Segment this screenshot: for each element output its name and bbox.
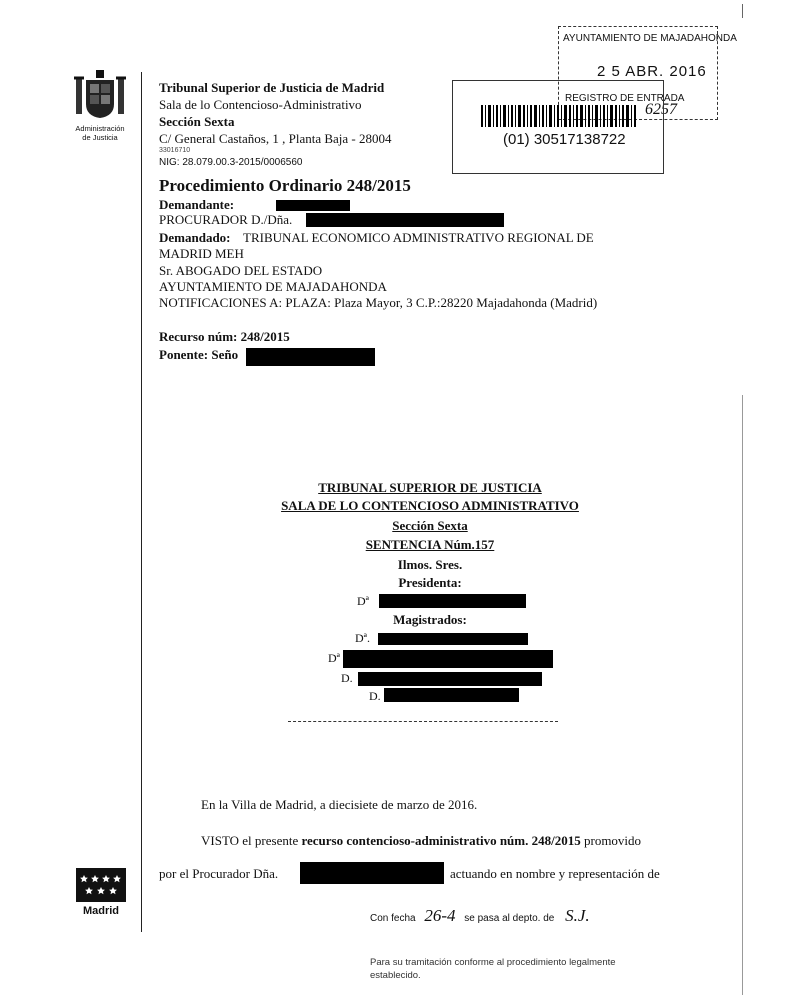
redacted-magistrate1: [378, 633, 528, 645]
redacted-plaintiff: [276, 200, 350, 211]
visto-start: VISTO el presente: [201, 833, 302, 848]
stamp-date: 2 5 ABR. 2016: [597, 63, 707, 80]
council: AYUNTAMIENTO DE MAJADAHONDA: [159, 279, 387, 294]
coat-of-arms-icon: [70, 68, 130, 122]
magistrate4-prefix: D.: [369, 689, 381, 703]
redacted-magistrate2: [343, 650, 553, 668]
barcode-number: (01) 30517138722: [503, 131, 626, 148]
admin-logo-line2: de Justicia: [82, 133, 118, 142]
magistrate2-prefix: Dª: [328, 651, 340, 665]
procedure-title: Procedimiento Ordinario 248/2015: [159, 176, 411, 195]
notifications: NOTIFICACIONES A: PLAZA: Plaza Mayor, 3 C.P.:28220 Majadahonda (Madrid): [159, 295, 598, 310]
plaintiff-label: Demandante:: [159, 197, 235, 212]
magistrate3-prefix: D.: [341, 671, 353, 685]
ruling-magistrates-label: Magistrados:: [393, 612, 467, 627]
redacted-magistrate3: [358, 672, 542, 686]
header-address: C/ General Castaños, 1 , Planta Baja - 28004: [159, 131, 392, 146]
ruling-president-label: Presidenta:: [398, 575, 462, 590]
dashed-separator: [288, 721, 558, 722]
state-lawyer: Sr. ABOGADO DEL ESTADO: [159, 263, 323, 278]
ruling-sentence: SENTENCIA Núm.157: [365, 537, 495, 552]
appeal-number: Recurso núm: 248/2015: [159, 329, 290, 344]
redacted-president: [379, 594, 526, 608]
annotation-prefix: Con fecha: [370, 913, 416, 924]
redacted-body-procurator: [300, 862, 444, 884]
header-chamber: Sala de lo Contencioso-Administrativo: [159, 97, 362, 112]
ruling-chamber: SALA DE LO CONTENCIOSO ADMINISTRATIVO: [281, 498, 579, 513]
madrid-label: Madrid: [82, 905, 120, 917]
procurator-label: PROCURADOR D./Dña.: [159, 212, 293, 227]
ruling-section: Sección Sexta: [392, 518, 468, 533]
stamp-handwritten-number: 6257: [645, 101, 677, 118]
barcode-icon: [481, 105, 641, 127]
procurator-line-end: actuando en nombre y representación de: [450, 866, 660, 881]
magistrate1-prefix: Dª.: [355, 631, 370, 645]
president-prefix: Dª: [357, 594, 369, 608]
header-code: 33016710: [159, 147, 191, 154]
right-scan-edge: [742, 395, 743, 995]
comunidad-madrid-logo: [76, 868, 126, 917]
admin-logo-line1: Administración: [75, 124, 125, 133]
speaker-label: Ponente: Seño: [159, 347, 239, 362]
barcode-box: [452, 80, 664, 174]
visto-bold: recurso contencioso-administrativo núm. 248/2015: [301, 833, 581, 848]
footer-note-line2: establecido.: [370, 970, 421, 981]
visto-line: [201, 833, 641, 849]
left-margin-rule: [141, 72, 142, 932]
administracion-justicia-logo: [64, 68, 136, 142]
place-date: En la Villa de Madrid, a diecisiete de marzo de 2016.: [201, 797, 478, 812]
header-court: Tribunal Superior de Justicia de Madrid: [159, 80, 385, 95]
redacted-magistrate4: [384, 688, 519, 702]
defendant-line2: MADRID MEH: [159, 246, 244, 261]
stamp-registry: REGISTRO DE ENTRADA: [565, 93, 685, 104]
defendant-line1: TRIBUNAL ECONOMICO ADMINISTRATIVO REGIONAL DE: [243, 230, 594, 245]
visto-end: promovido: [580, 833, 642, 848]
stamp-entity: AYUNTAMIENTO DE MAJADAHONDA: [563, 33, 737, 44]
footer-note-line1: Para su tramitación conforme al procedimiento legalmente: [370, 957, 616, 968]
procurator-line-start: por el Procurador Dña.: [159, 866, 279, 881]
ruling-illustrious: Ilmos. Sres.: [397, 557, 463, 572]
defendant-label: Demandado:: [159, 230, 231, 245]
header-section: Sección Sexta: [159, 114, 235, 129]
ruling-court: TRIBUNAL SUPERIOR DE JUSTICIA: [318, 480, 542, 495]
handwritten-annotation: [370, 906, 590, 926]
redacted-speaker: [246, 348, 375, 366]
annotation-date: 26-4: [424, 906, 456, 925]
annotation-dept: S.J.: [565, 906, 590, 925]
redacted-procurator: [306, 213, 504, 227]
annotation-mid: se pasa al depto. de: [464, 913, 555, 924]
header-nig: NIG: 28.079.00.3-2015/0006560: [159, 157, 303, 168]
madrid-flag-icon: [76, 868, 126, 902]
right-scan-mark: [742, 4, 743, 18]
